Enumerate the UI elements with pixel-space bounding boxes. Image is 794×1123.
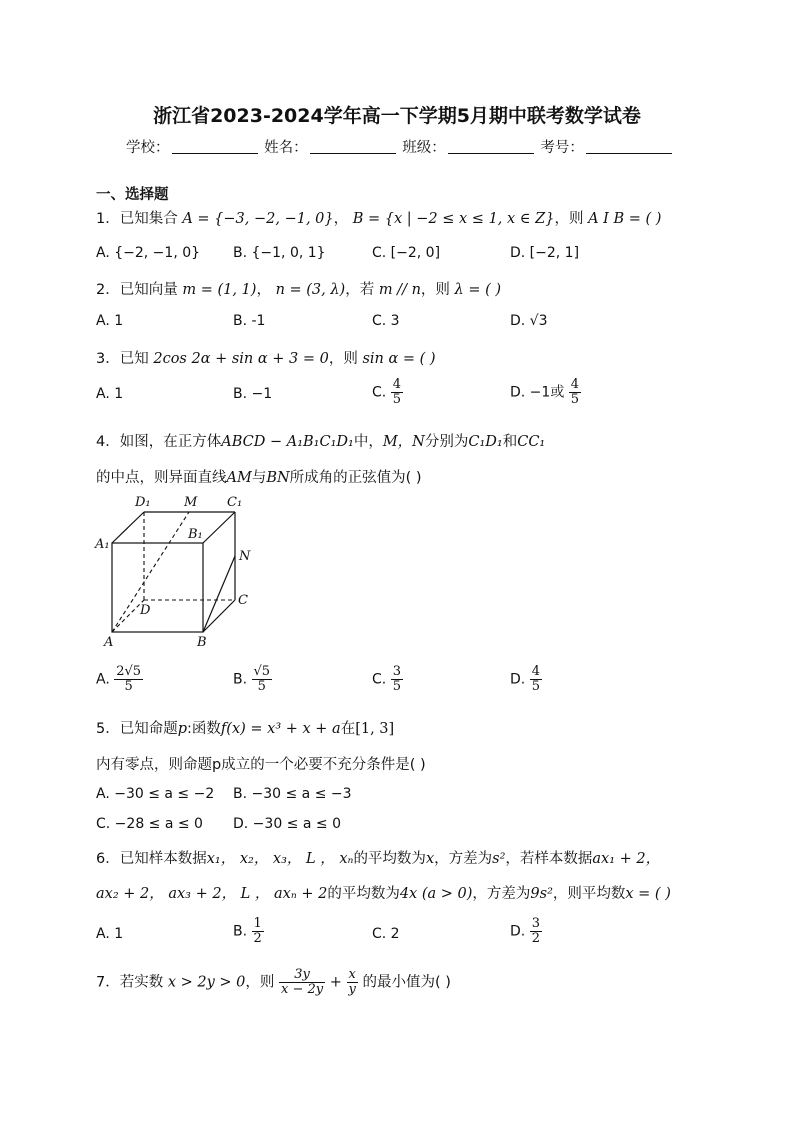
q5-proposition: p bbox=[177, 721, 188, 737]
q3-mid: ，则 bbox=[328, 351, 358, 367]
q3-option-b: B. −1 bbox=[233, 386, 273, 402]
student-info-line bbox=[126, 136, 674, 157]
q4-cube: ABCD − A₁B₁C₁D₁ bbox=[221, 434, 354, 450]
label-c: C bbox=[238, 593, 248, 608]
q4-text-d: 的中点，则异面直线 bbox=[96, 470, 227, 486]
question-5-line-2: 内有零点，则命题p成立的一个必要不充分条件是( ) bbox=[96, 757, 426, 773]
q2-option-c: C. 3 bbox=[372, 313, 400, 329]
q5-text-c: 在 bbox=[340, 721, 356, 737]
fraction-numerator: 1 bbox=[253, 916, 262, 931]
label-m: M bbox=[184, 495, 198, 510]
q6-option-c: C. 2 bbox=[372, 926, 400, 942]
cube-figure bbox=[92, 490, 262, 650]
fraction-denominator: x − 2y bbox=[281, 982, 324, 997]
q7-fraction-2 bbox=[347, 968, 358, 997]
q6-ask: x = ( ) bbox=[625, 886, 671, 902]
q6-text-b: 的平均数为 bbox=[353, 851, 426, 867]
q4-number: 4． bbox=[96, 434, 120, 450]
q5-text-a: 已知命题 bbox=[119, 721, 178, 737]
label-n: N bbox=[239, 549, 251, 564]
q5-interval: [1, 3] bbox=[355, 721, 395, 737]
question-7-stem bbox=[96, 968, 451, 997]
question-6-line-2 bbox=[96, 882, 671, 903]
q2-ask-prefix: ，则 bbox=[420, 282, 450, 298]
q4-option-d-label: D. bbox=[510, 671, 526, 688]
q2-vector-n: n = (3, λ) bbox=[275, 282, 346, 298]
q3-text: 已知 bbox=[119, 351, 149, 367]
fraction-denominator: 5 bbox=[392, 679, 401, 694]
q7-number: 7． bbox=[96, 974, 120, 991]
label-d: D bbox=[140, 603, 151, 618]
q4-segment-2: CC₁ bbox=[517, 434, 546, 450]
fraction-numerator: 3 bbox=[531, 916, 540, 931]
fraction-numerator: 3 bbox=[392, 664, 401, 679]
front-face bbox=[112, 543, 203, 632]
fraction-denominator: 2 bbox=[531, 931, 540, 946]
q4-option-a-fraction bbox=[114, 665, 143, 694]
q4-option-a-label: A. bbox=[96, 671, 110, 688]
q4-and: 和 bbox=[502, 434, 518, 450]
q4-text-f: 所成角的正弦值为( ) bbox=[289, 470, 422, 486]
q6-option-d-label: D. bbox=[510, 923, 526, 940]
q6-option-a: A. 1 bbox=[96, 926, 124, 942]
q6-option-b bbox=[233, 917, 264, 946]
q2-option-b: B. -1 bbox=[233, 313, 266, 329]
label-a1: A₁ bbox=[95, 537, 110, 552]
q3-option-c bbox=[372, 378, 403, 407]
q4-option-a bbox=[96, 665, 143, 694]
fraction-numerator: √5 bbox=[253, 664, 271, 679]
fraction-numerator: 2√5 bbox=[116, 664, 142, 679]
q6-new-sample-seq: ax₂ + 2， ax₃ + 2， L ， axₙ + 2 bbox=[96, 886, 328, 902]
q2-option-d: D. √3 bbox=[510, 313, 548, 329]
q4-text-c: 分别为 bbox=[424, 434, 469, 450]
q3-ask: sin α = ( ) bbox=[362, 351, 436, 367]
school-blank[interactable] bbox=[172, 139, 258, 154]
fraction-denominator: 5 bbox=[124, 679, 133, 694]
edge-a1d1 bbox=[112, 512, 144, 543]
q2-sep: ， bbox=[256, 282, 271, 298]
q6-text-e: 的平均数为 bbox=[327, 886, 400, 902]
q4-option-b bbox=[233, 665, 272, 694]
q5-option-c: C. −28 ≤ a ≤ 0 bbox=[96, 816, 203, 832]
fraction-denominator: y bbox=[348, 982, 356, 997]
q6-text-f: ，方差为 bbox=[472, 886, 531, 902]
fraction-denominator: 2 bbox=[253, 931, 262, 946]
q6-mean: x bbox=[425, 851, 435, 867]
q6-text-d: ，若样本数据 bbox=[505, 851, 593, 867]
fraction-denominator: 5 bbox=[392, 392, 401, 407]
q5-function: f(x) = x³ + x + a bbox=[220, 721, 341, 737]
question-1-stem bbox=[96, 207, 661, 228]
q6-sample-seq: x₁， x₂， x₃， L ， xₙ bbox=[206, 851, 354, 867]
q7-text-b: ，则 bbox=[245, 974, 275, 991]
q6-option-b-fraction bbox=[252, 917, 264, 946]
q6-new-mean: 4x (a > 0) bbox=[399, 886, 473, 902]
q1-sep: ， bbox=[333, 211, 349, 227]
question-5-line-1 bbox=[96, 717, 394, 738]
q3-option-c-fraction bbox=[391, 378, 403, 407]
q1-option-d: D. [−2, 1] bbox=[510, 245, 580, 261]
q1-text2: ，则 bbox=[554, 211, 584, 227]
q4-option-b-label: B. bbox=[233, 671, 248, 688]
q1-set-b: B = {x | −2 ≤ x ≤ 1, x ∈ Z} bbox=[352, 211, 555, 227]
q7-fraction-1 bbox=[279, 968, 325, 997]
fraction-numerator: 3y bbox=[279, 968, 325, 983]
q1-text: 已知集合 bbox=[119, 211, 178, 227]
question-3-stem bbox=[96, 347, 436, 368]
q4-line-am: AM bbox=[226, 470, 252, 486]
q2-number: 2． bbox=[96, 282, 120, 298]
exam-number-label: 考号： bbox=[540, 140, 584, 156]
fraction-denominator: 5 bbox=[531, 679, 540, 694]
q1-number: 1． bbox=[96, 211, 120, 227]
q6-variance: s² bbox=[492, 851, 506, 867]
fraction-numerator: x bbox=[347, 968, 358, 983]
label-b1: B₁ bbox=[188, 527, 203, 542]
name-blank[interactable] bbox=[310, 139, 396, 154]
q4-points: M，N bbox=[382, 434, 425, 450]
question-6-line-1 bbox=[96, 847, 660, 868]
q7-plus: + bbox=[329, 974, 342, 991]
q3-option-d-fraction bbox=[569, 378, 581, 407]
question-4-line-1 bbox=[96, 430, 545, 451]
q2-ask: λ = ( ) bbox=[454, 282, 501, 298]
q6-option-d-fraction bbox=[530, 917, 542, 946]
q4-option-d bbox=[510, 665, 542, 694]
q4-line-bn: BN bbox=[266, 470, 290, 486]
q2-vector-m: m = (1, 1) bbox=[182, 282, 257, 298]
q5-number: 5． bbox=[96, 721, 120, 737]
q1-option-c: C. [−2, 0] bbox=[372, 245, 441, 261]
edge-bc bbox=[203, 600, 235, 632]
question-4-line-2 bbox=[96, 466, 422, 487]
q7-text-a: 若实数 bbox=[119, 974, 164, 991]
q1-option-a: A. {−2, −1, 0} bbox=[96, 245, 201, 261]
q2-text: 已知向量 bbox=[119, 282, 178, 298]
q5-option-d: D. −30 ≤ a ≤ 0 bbox=[233, 816, 341, 832]
q5-text-b: :函数 bbox=[187, 721, 221, 737]
q4-option-c-label: C. bbox=[372, 671, 387, 688]
q5-option-b: B. −30 ≤ a ≤ −3 bbox=[233, 786, 352, 802]
q1-ask: A I B = ( ) bbox=[588, 211, 662, 227]
q2-cond-prefix: ，若 bbox=[345, 282, 375, 298]
q6-text-g: ，则平均数 bbox=[552, 886, 626, 902]
q6-option-d bbox=[510, 917, 542, 946]
q2-option-a: A. 1 bbox=[96, 313, 124, 329]
segment-bn bbox=[203, 556, 235, 632]
fraction-denominator: 5 bbox=[570, 392, 580, 407]
class-blank[interactable] bbox=[448, 139, 534, 154]
label-b: B bbox=[197, 635, 207, 650]
q6-text-a: 已知样本数据 bbox=[119, 851, 207, 867]
q4-option-c-fraction bbox=[391, 665, 403, 694]
q6-new-sample-1: ax₁ + 2， bbox=[592, 851, 661, 867]
q3-option-d bbox=[510, 378, 581, 407]
q3-number: 3． bbox=[96, 351, 120, 367]
label-d1: D₁ bbox=[135, 495, 151, 510]
q3-option-c-label: C. bbox=[372, 384, 387, 401]
q6-number: 6． bbox=[96, 851, 120, 867]
q1-option-b: B. {−1, 0, 1} bbox=[233, 245, 326, 261]
q3-option-a: A. 1 bbox=[96, 386, 124, 402]
fraction-numerator: 4 bbox=[570, 377, 580, 392]
q6-new-variance: 9s² bbox=[530, 886, 553, 902]
q6-text-c: ，方差为 bbox=[434, 851, 493, 867]
q4-text-b: 中， bbox=[353, 434, 383, 450]
section-heading: 一、选择题 bbox=[96, 187, 169, 203]
edge-b1c1 bbox=[203, 512, 235, 543]
fraction-numerator: 4 bbox=[392, 377, 401, 392]
exam-number-blank[interactable] bbox=[586, 139, 672, 154]
name-label: 姓名： bbox=[264, 140, 308, 156]
fraction-denominator: 5 bbox=[257, 679, 266, 694]
q2-condition: m // n bbox=[378, 282, 421, 298]
segment-am bbox=[112, 512, 189, 632]
q7-text-c: 的最小值为( ) bbox=[362, 974, 451, 991]
class-label: 班级： bbox=[402, 140, 446, 156]
q6-option-b-label: B. bbox=[233, 923, 248, 940]
question-2-stem bbox=[96, 278, 501, 299]
q4-text-e: 与 bbox=[251, 470, 267, 486]
label-c1: C₁ bbox=[227, 495, 243, 510]
q1-set-a: A = {−3, −2, −1, 0} bbox=[182, 211, 334, 227]
q4-option-b-fraction bbox=[252, 665, 273, 694]
q4-text-a: 如图，在正方体 bbox=[119, 434, 222, 450]
q3-equation: 2cos 2α + sin α + 3 = 0 bbox=[153, 351, 329, 367]
q4-segment-1: C₁D₁ bbox=[468, 434, 503, 450]
label-a: A bbox=[104, 635, 114, 650]
q3-option-d-label: D. −1或 bbox=[510, 384, 565, 401]
q4-option-c bbox=[372, 665, 403, 694]
school-label: 学校： bbox=[126, 140, 170, 156]
q7-condition: x > 2y > 0 bbox=[167, 974, 246, 991]
q4-option-d-fraction bbox=[530, 665, 542, 694]
fraction-numerator: 4 bbox=[531, 664, 540, 679]
q5-option-a: A. −30 ≤ a ≤ −2 bbox=[96, 786, 215, 802]
page-title: 浙江省2023-2024学年高一下学期5月期中联考数学试卷 bbox=[153, 105, 641, 127]
